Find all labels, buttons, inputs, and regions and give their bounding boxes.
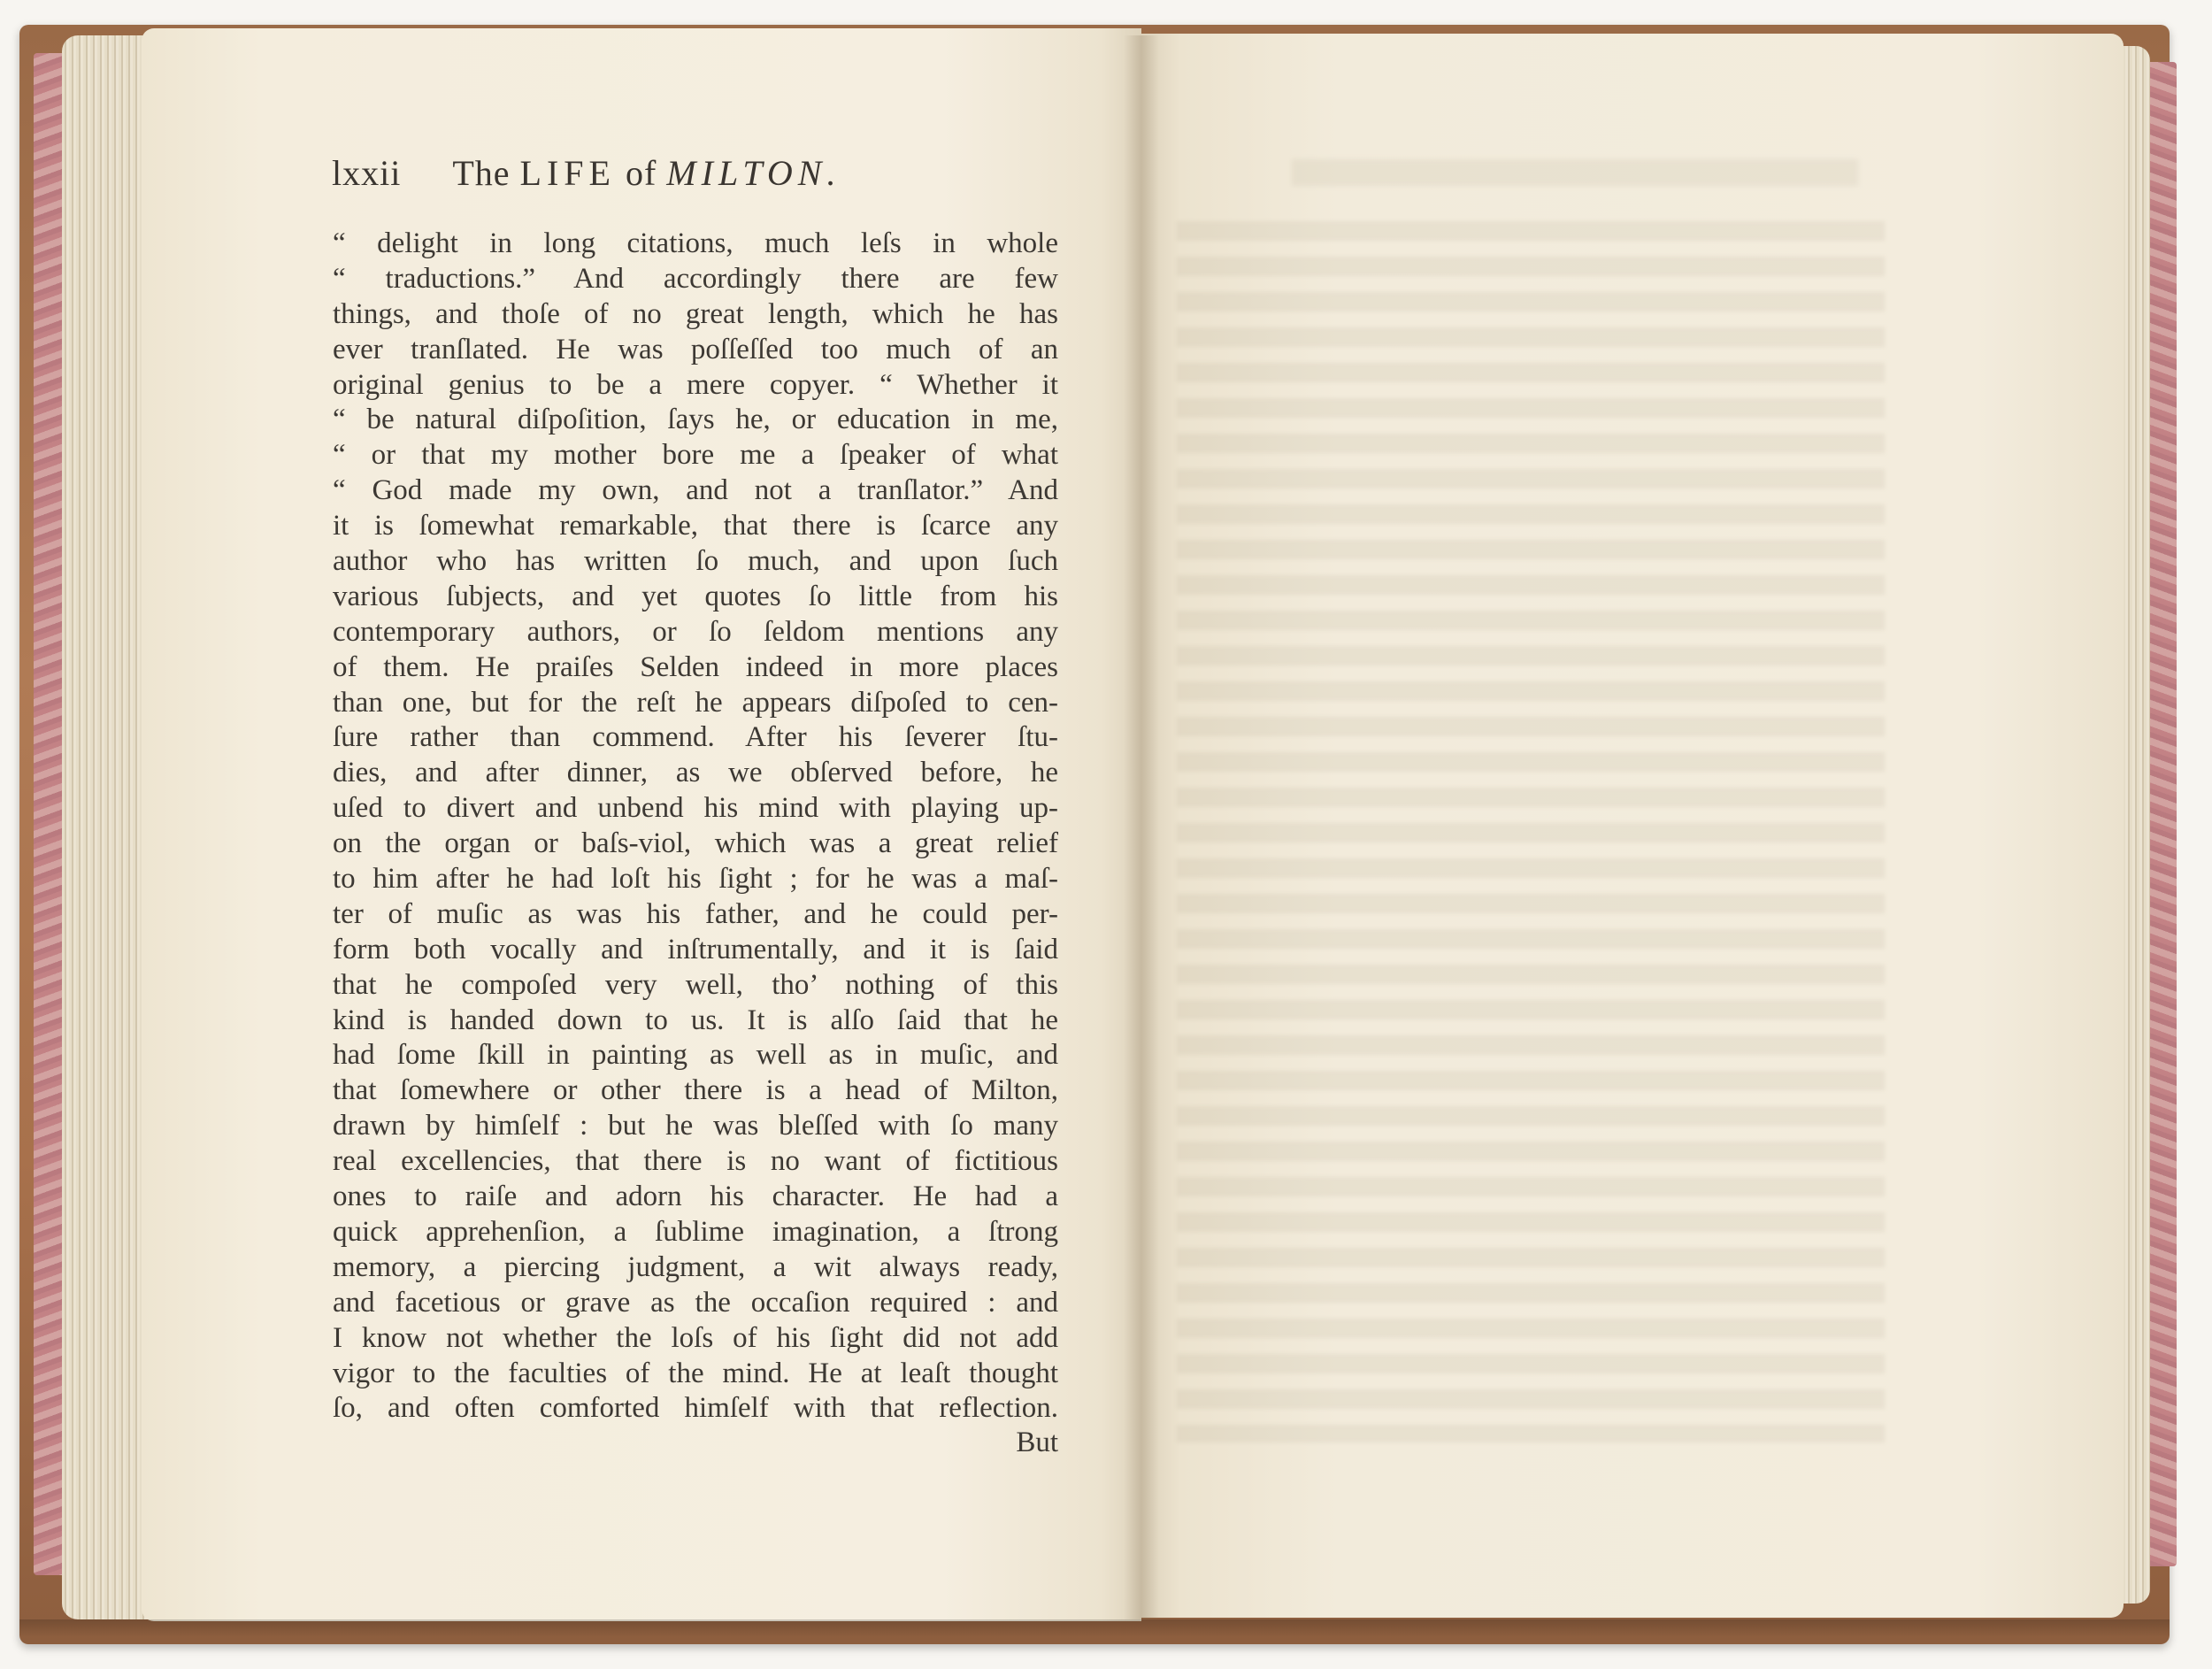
text-line: uſed to divert and unbend his mind with playing up- (333, 792, 1058, 825)
running-head-of: of (625, 153, 657, 193)
text-line: that ſomewhere or other there is a head of Milton, (333, 1074, 1058, 1107)
text-line: it is ſomewhat remarkable, that there is ſcarce any (333, 510, 1058, 542)
text-line: that he compoſed very well, tho’ nothing of this (333, 968, 1058, 1001)
text-line: “ traductions.” And accordingly there are few (333, 262, 1058, 295)
text-line: drawn by himſelf : but he was bleſſed with ſo many (333, 1110, 1058, 1142)
text-line: ter of muſic as was his father, and he could per- (333, 897, 1058, 930)
text-line: contemporary authors, or ſo ſeldom mentions any (333, 615, 1058, 648)
right-page-bleed-through-head (1292, 159, 1858, 186)
book-gutter (1124, 35, 1159, 1619)
text-line: “ delight in long citations, much leſs in whole (333, 227, 1058, 259)
text-line: ſo, and often comforted himſelf with that reflection. (333, 1392, 1058, 1425)
text-line: I know not whether the loſs of his ſight did not add (333, 1321, 1058, 1354)
running-head (332, 152, 1075, 194)
text-line: to him after he had loſt his ſight ; for he was a maſ- (333, 863, 1058, 896)
text-line: form both vocally and inſtrumentally, and it is ſaid (333, 933, 1058, 965)
text-line: of them. He praiſes Selden indeed in more places (333, 650, 1058, 683)
text-line: had ſome ſkill in painting as well as in muſic, and (333, 1039, 1058, 1072)
text-line: real excellencies, that there is no want of fictitious (333, 1145, 1058, 1178)
text-line: kind is handed down to us. It is alſo ſaid that he (333, 1004, 1058, 1036)
text-line: things, and thoſe of no great length, which he has (333, 297, 1058, 330)
running-head-milton: MILTON. (666, 153, 841, 193)
text-line: original genius to be a mere copyer. “ Whether it (333, 368, 1058, 401)
running-head-title (452, 153, 841, 193)
text-line: ever tranſlated. He was poſſeſſed too much of an (333, 333, 1058, 365)
body-text (333, 227, 1058, 1427)
running-head-the: The (452, 153, 511, 193)
running-head-life: LIFE (519, 153, 616, 193)
catchword: But (1016, 1427, 1058, 1458)
text-line: author who has written ſo much, and upon ſuch (333, 545, 1058, 578)
text-line: “ God made my own, and not a tranſlator.” And (333, 474, 1058, 507)
text-line: quick apprehenſion, a ſublime imagination, a ſtrong (333, 1215, 1058, 1248)
book-shadow (19, 1619, 2170, 1637)
text-line: memory, a piercing judgment, a wit always ready, (333, 1250, 1058, 1283)
text-line: than one, but for the reſt he appears diſpoſed to cen- (333, 686, 1058, 719)
text-line: ſure rather than commend. After his ſeverer ſtu- (333, 721, 1058, 754)
right-page-bleed-through (1177, 221, 1885, 1442)
text-line: dies, and after dinner, as we obſerved before, he (333, 757, 1058, 789)
text-line: vigor to the faculties of the mind. He at leaſt thought (333, 1357, 1058, 1389)
text-line: “ be natural diſpoſition, ſays he, or education in me, (333, 404, 1058, 436)
page-number: lxxii (332, 153, 402, 193)
text-line: on the organ or baſs-viol, which was a great relief (333, 827, 1058, 860)
text-line: and facetious or grave as the occaſion required : and (333, 1286, 1058, 1319)
text-line: ones to raiſe and adorn his character. He had a (333, 1181, 1058, 1213)
text-line: various ſubjects, and yet quotes ſo little from his (333, 580, 1058, 612)
text-line: “ or that my mother bore me a ſpeaker of what (333, 439, 1058, 472)
